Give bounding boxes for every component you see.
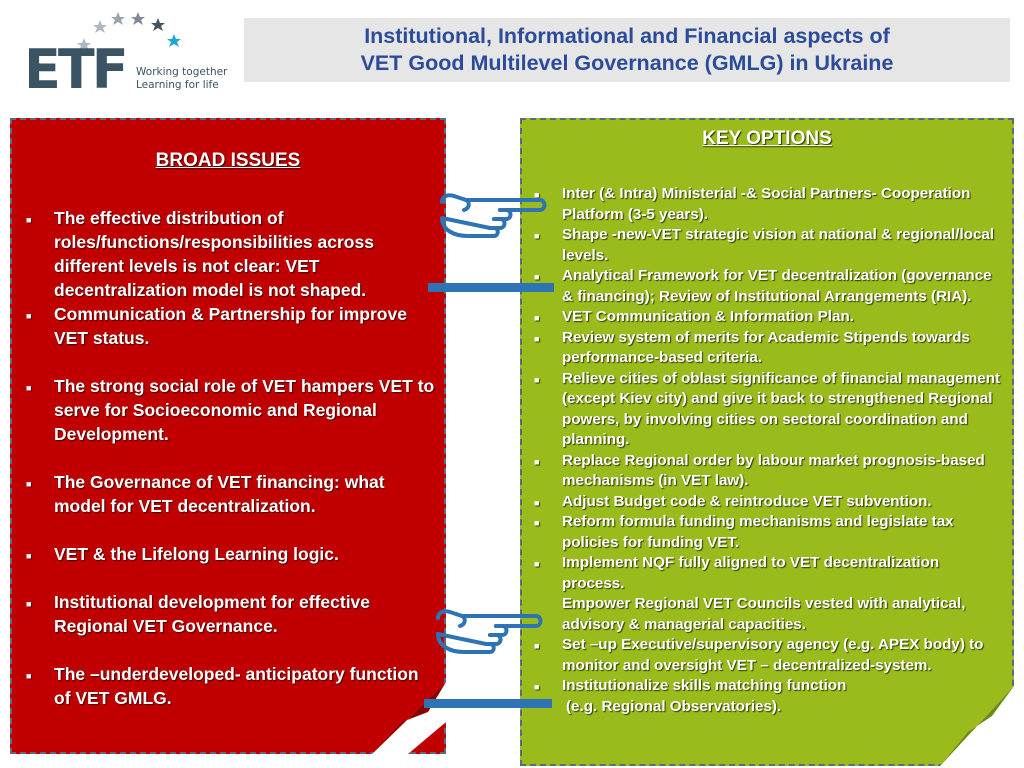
square-bullet-icon: ■ [534,559,540,569]
list-item-text: Relieve cities of oblast significance of financial management (except Kiev city) and give it back to strengthened Regional powers, by involving cities on sectoral coordination and planning. [562,369,1001,448]
list-item [534,369,1002,451]
list-item-text: Implement NQF fully aligned to VET decentralization process. [562,554,940,592]
list-item [534,635,1002,676]
title-line-2: VET Good Multilevel Governance (GMLG) in Ukraine [360,51,894,75]
pointing-hand-icon [436,188,548,246]
square-bullet-icon: ■ [534,333,540,344]
square-bullet-icon: ■ [26,479,32,489]
page-title [244,23,1010,77]
list-item-text: Shape -new-VET strategic vision at national & regional/local levels. [562,226,995,264]
key-options-title: KEY OPTIONS [702,128,832,149]
square-bullet-icon: ■ [26,671,32,681]
list-item [26,374,436,446]
square-bullet-icon: ■ [534,497,540,508]
square-bullet-icon: ■ [534,313,540,323]
logo-wordmark: ETF [24,38,126,101]
logo-tagline-line-1: Working together [136,66,228,78]
list-item [534,676,1002,697]
broad-issues-panel [10,118,446,754]
logo-tagline [136,66,227,92]
list-item-text: Empower Regional VET Councils vested with analytical, advisory & managerial capacities. [562,595,966,633]
list-item [534,512,1002,553]
list-item-text: Replace Regional order by labour market prognosis-based mechanisms (in VET law). [562,451,985,489]
list-item [26,470,436,518]
list-item [26,542,436,566]
key-options-list [534,184,1002,717]
list-item [26,302,436,350]
square-bullet-icon: ■ [26,551,32,561]
list-item-text: Institutional development for effective Regional VET Governance. [54,592,371,636]
list-item-text: Institutionalize skills matching function [562,677,847,694]
pointing-hand-icon [432,604,544,662]
list-item [26,206,436,302]
list-item [534,594,1002,635]
square-bullet-icon: ■ [534,641,540,651]
logo-tagline-line-2: Learning for life [136,79,219,91]
list-item-text: Review system of merits for Academic Stipends towards performance-based criteria. [562,328,970,366]
list-item [534,266,1002,307]
list-item-text: VET & the Lifelong Learning logic. [54,544,339,564]
square-bullet-icon: ■ [534,374,540,385]
page-curl-decoration [372,682,446,754]
page-curl-decoration [940,686,1014,766]
list-item [534,328,1002,369]
square-bullet-icon: ■ [534,272,540,282]
list-item [534,697,1002,718]
list-item-text: The strong social role of VET hampers VET to serve for Socioeconomic and Regional Development. [54,376,435,444]
square-bullet-icon: ■ [534,231,540,241]
list-item-text: Analytical Framework for VET decentralization (governance & financing); Review of Institutional Arrangements (RIA). [562,267,992,305]
key-options-panel [520,118,1014,766]
broad-issues-list [26,206,436,710]
list-item-text: VET Communication & Information Plan. [562,308,854,325]
list-item [534,307,1002,328]
square-bullet-icon: ■ [534,190,540,200]
list-item-text: The –underdeveloped- anticipatory function of VET GMLG. [54,664,419,708]
square-bullet-icon: ■ [26,311,32,321]
etf-logo [20,6,240,101]
list-item-text: Adjust Budget code & reintroduce VET subvention. [562,492,932,510]
square-bullet-icon: ■ [26,215,32,225]
list-item [26,590,436,638]
list-item [534,225,1002,266]
list-item [534,553,1002,594]
square-bullet-icon: ■ [534,456,540,467]
list-item-text: Set –up Executive/supervisory agency (e.g. APEX body) to monitor and oversight VET – decentralized-system. [562,636,984,674]
list-item-text: The effective distribution of roles/functions/responsibilities across different levels is not clear: VET decentralization model is not shaped. [54,208,374,300]
square-bullet-icon: ■ [534,682,540,692]
square-bullet-icon: ■ [534,518,540,528]
square-bullet-icon: ■ [26,599,32,609]
list-item [534,492,1002,513]
list-item [534,451,1002,492]
title-line-1: Institutional, Informational and Financial aspects of [364,24,890,48]
list-item-text: Communication & Partnership for improve VET status. [54,304,407,348]
connector-bar [424,699,552,708]
connector-bar [428,283,554,292]
list-item-text: Inter (& Intra) Ministerial -& Social Partners- Cooperation Platform (3-5 years). [562,185,971,223]
broad-issues-title: BROAD ISSUES [155,150,301,171]
list-item-text: (e.g. Regional Observatories). [566,697,782,715]
list-item-text: The Governance of VET financing: what model for VET decentralization. [54,472,385,516]
title-banner [244,18,1010,82]
list-item [534,184,1002,225]
square-bullet-icon: ■ [26,383,32,393]
list-item-text: Reform formula funding mechanisms and legislate tax policies for funding VET. [562,513,954,551]
